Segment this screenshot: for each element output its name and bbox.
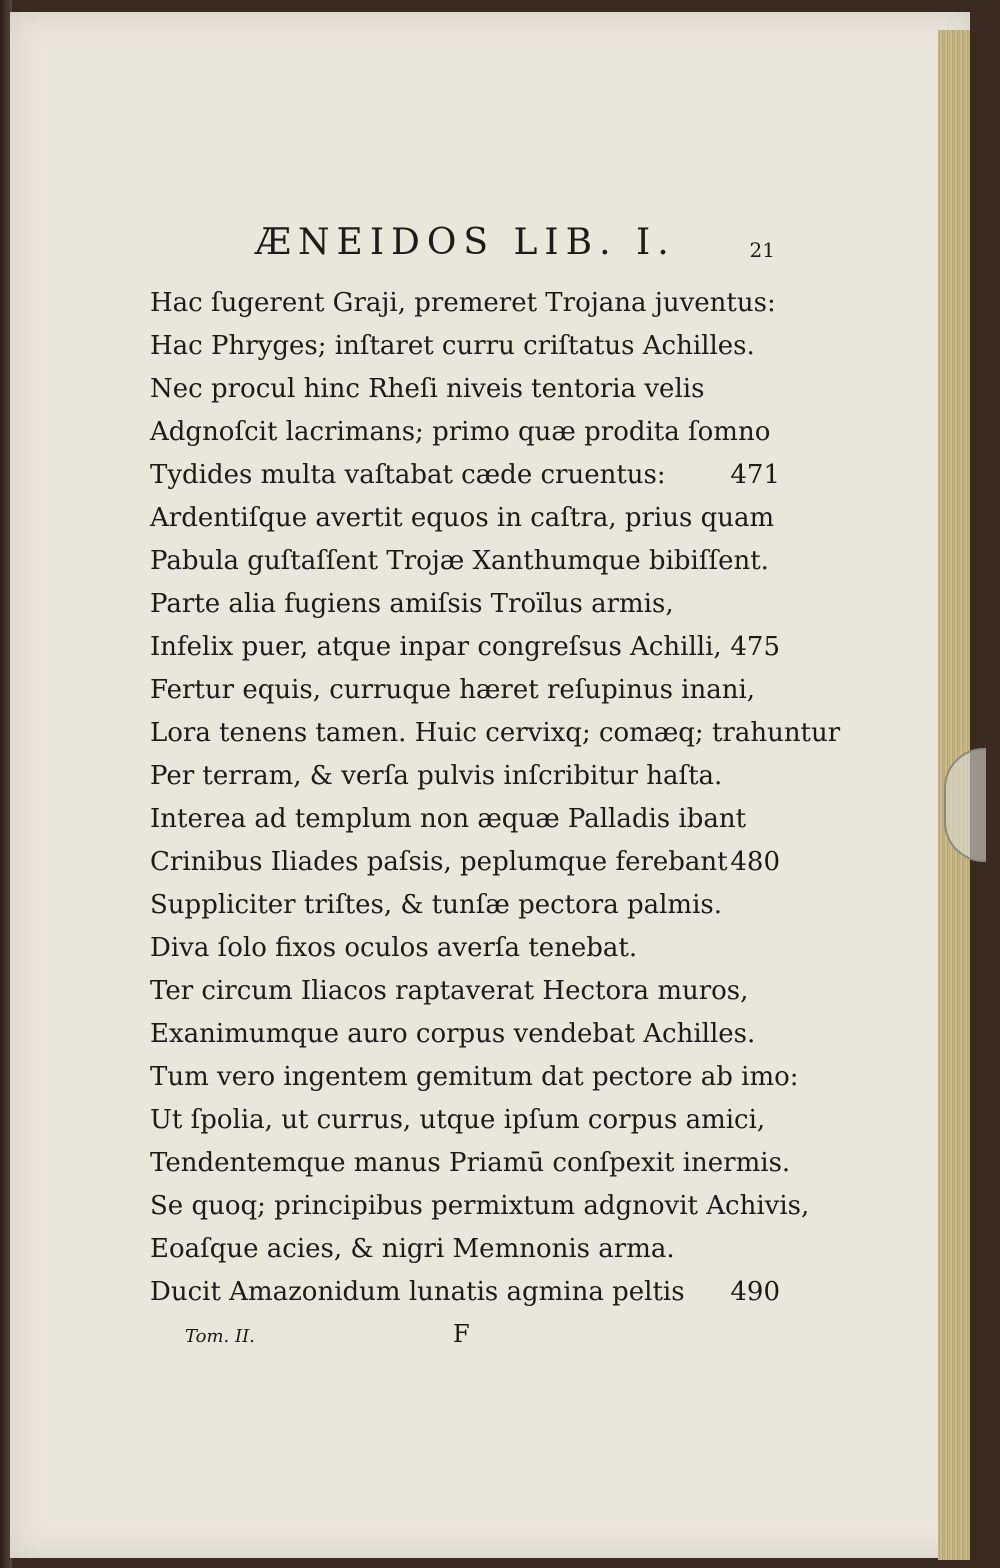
verse-line bbox=[150, 583, 790, 626]
verse-line bbox=[150, 755, 790, 798]
verse-text: Eoaſque acies, & nigri Memnonis arma. bbox=[150, 1234, 675, 1264]
verse-text: Lora tenens tamen. Huic cervixq; comæq; trahuntur bbox=[150, 718, 841, 748]
verse-text: Hac ſugerent Graji, premeret Trojana juventus: bbox=[150, 288, 776, 318]
page-header bbox=[255, 222, 785, 272]
verse-text: Adgnoſcit lacrimans; primo quæ prodita ſomno bbox=[150, 417, 771, 447]
running-title: ÆNEIDOS LIB. I. bbox=[255, 222, 676, 263]
page-number: 21 bbox=[749, 238, 775, 262]
verse-text: Ut ſpolia, ut currus, utque ipſum corpus amici, bbox=[150, 1105, 766, 1135]
verse-line bbox=[150, 1099, 790, 1142]
verse-line bbox=[150, 368, 790, 411]
verse-text: Per terram, & verſa pulvis inſcribitur haſta. bbox=[150, 761, 723, 791]
volume-mark: Tom. II. bbox=[185, 1326, 255, 1347]
verse-text: Se quoq; principibus permixtum adgnovit Achivis, bbox=[150, 1191, 810, 1221]
verse-line bbox=[150, 325, 790, 368]
verse-line bbox=[150, 1185, 810, 1228]
verse-text: Nec procul hinc Rheſi niveis tentoria velis bbox=[150, 374, 705, 404]
verse-line bbox=[150, 798, 790, 841]
verse-line bbox=[150, 282, 790, 325]
verse-text: Exanimumque auro corpus vendebat Achilles. bbox=[150, 1019, 756, 1049]
verse-text: Infelix puer, atque inpar congreſsus Achilli, bbox=[150, 632, 722, 662]
verse-number: 480 bbox=[730, 847, 780, 877]
verse-text: Diva ſolo fixos oculos averſa tenebat. bbox=[150, 933, 638, 963]
verse-number: 471 bbox=[730, 460, 780, 490]
verse-line bbox=[150, 454, 790, 497]
verse-line bbox=[150, 712, 841, 755]
verse-line bbox=[150, 1142, 790, 1185]
verse-text: Parte alia fugiens amiſsis Troïlus armis, bbox=[150, 589, 674, 619]
verse-line bbox=[150, 540, 790, 583]
bookmark-ribbon bbox=[944, 748, 986, 862]
verse-text: Fertur equis, curruque hæret reſupinus inani, bbox=[150, 675, 756, 705]
verse-text: Ter circum Iliacos raptaverat Hectora muros, bbox=[150, 976, 749, 1006]
verse-line bbox=[150, 970, 790, 1013]
verse-line bbox=[150, 1271, 790, 1314]
verse-line bbox=[150, 669, 790, 712]
verse-text: Interea ad templum non æquæ Palladis ibant bbox=[150, 804, 747, 834]
verse-line bbox=[150, 1228, 790, 1271]
verse-number: 475 bbox=[730, 632, 780, 662]
verse-line bbox=[150, 927, 790, 970]
verse-text: Tendentemque manus Priamū conſpexit inermis. bbox=[150, 1148, 791, 1178]
verse-line bbox=[150, 884, 790, 927]
signature-mark: F bbox=[453, 1320, 470, 1348]
verse-line bbox=[150, 841, 790, 884]
verse-text: Crinibus Iliades paſsis, peplumque ferebant bbox=[150, 847, 728, 877]
verse-text: Ardentiſque avertit equos in caſtra, prius quam bbox=[150, 503, 775, 533]
verse-text: Hac Phryges; inſtaret curru criſtatus Achilles. bbox=[150, 331, 755, 361]
verse-block bbox=[150, 282, 841, 1314]
page-footer bbox=[185, 1320, 785, 1360]
verse-line bbox=[150, 626, 790, 669]
verse-text: Ducit Amazonidum lunatis agmina peltis bbox=[150, 1277, 685, 1307]
verse-line bbox=[150, 1013, 790, 1056]
verse-text: Suppliciter triſtes, & tunſæ pectora palmis. bbox=[150, 890, 722, 920]
verse-line bbox=[150, 497, 790, 540]
verse-text: Pabula guſtaſſent Trojæ Xanthumque bibiſſent. bbox=[150, 546, 769, 576]
verse-number: 490 bbox=[730, 1277, 780, 1307]
verse-line bbox=[150, 411, 790, 454]
verse-line bbox=[150, 1056, 799, 1099]
verse-text: Tydides multa vaſtabat cæde cruentus: bbox=[150, 460, 666, 490]
verse-text: Tum vero ingentem gemitum dat pectore ab imo: bbox=[150, 1062, 799, 1092]
